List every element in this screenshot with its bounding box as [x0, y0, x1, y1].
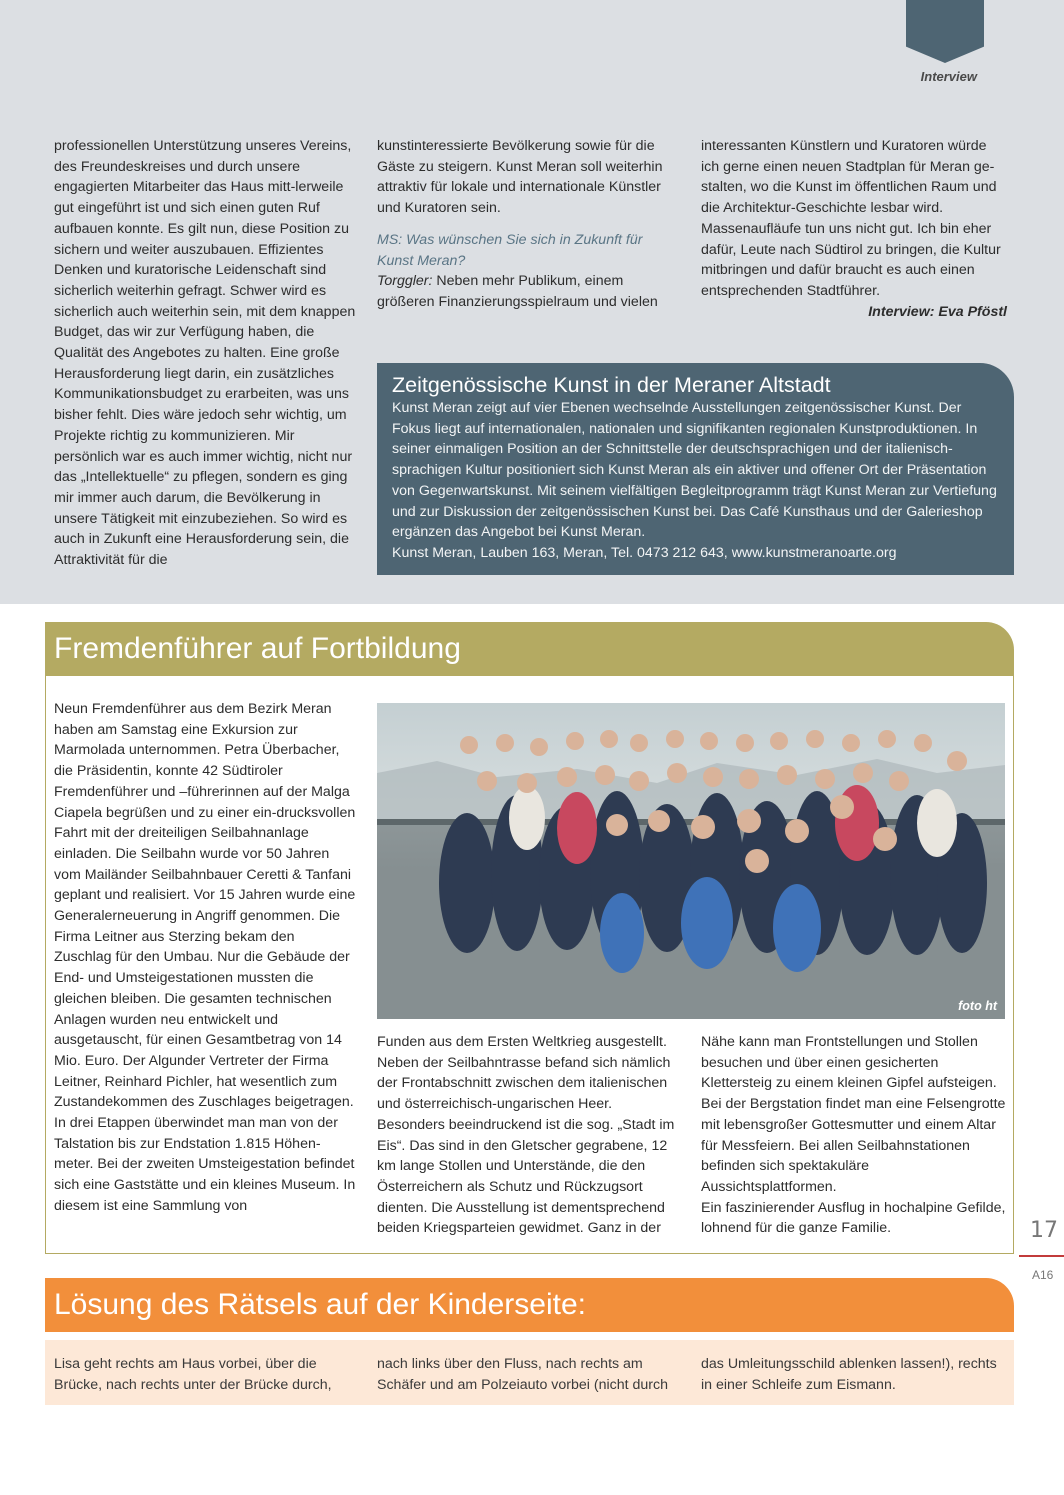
- group-photo-image: [377, 703, 1005, 1019]
- interview-speaker: Torggler:: [377, 273, 433, 290]
- puzzle-col2-text: nach links über den Fluss, nach rechts am Schäfer und am Polzeiauto vorbei (nicht durch: [377, 1356, 669, 1393]
- interview-col3-text: interessanten Künstlern und Kuratoren würde ich gerne einen neuen Stadtplan für Meran ge-stalten, wo die Kunst im öffentlichen Raum und die Architektur-Geschichte lesbar wird. Massenaufläufe tun uns nicht gut. Ich bin eher dafür, Leute nach Südtirol zu bringen, die Kultur mitbringen und dafür braucht es auch einen entsprechenden Stadtführer.: [701, 138, 1001, 299]
- guides-col2-text: Funden aus dem Ersten Weltkrieg ausgestellt. Neben der Seilbahntrasse befand sich nämlich der Frontabschnitt zwischen dem italienischen und österreichisch-ungarischen Heer. Besonders beeindruckend ist die sog. „Stadt im Eis“. Das sind in den Gletscher gegrabene, 12 km lange Stollen und Unterstände, die den Österreichern als Schutz und Rückzugsort dienten. Die Ausstellung ist dementsprechend beiden Kriegsparteien gewidmet. Ganz in der: [377, 1034, 675, 1237]
- puzzle-column-1: [54, 1354, 358, 1395]
- puzzle-column-3: [701, 1354, 1007, 1395]
- puzzle-col3-text: das Umleitungsschild ablenken lassen!), rechts in einer Schleife zum Eismann.: [701, 1356, 997, 1393]
- interview-signature: Interview: Eva Pföstl: [868, 303, 1007, 320]
- guides-title: Fremdenführer auf Fortbildung: [54, 632, 461, 665]
- puzzle-title: Lösung des Rätsels auf der Kinderseite:: [54, 1288, 586, 1321]
- interview-col2-text: kunstinteressierte Bevölkerung sowie für die Gäste zu steigern. Kunst Meran soll weiterhin attraktiv für lokale und internationale Künstler und Kuratoren sein.: [377, 138, 663, 217]
- interview-column-2: [377, 136, 682, 313]
- guides-column-1: [54, 699, 356, 1217]
- guides-col3-paragraph-2: Ein faszinierender Ausflug in hochalpine Gefilde, lohnend für die ganze Familie.: [701, 1199, 1006, 1237]
- interview-col1-text: professionellen Unterstützung unseres Vereins, des Freundeskreises und durch unsere engagierten Mitarbeiter das Haus mitt-lerweile gut eingeführt ist und sich einen guten Ruf aufbauen konnte. Es gilt nun, diese Position zu sichern und weiter auszubauen. Effizientes Denken und kuratorische Leidenschaft sind sicherlich weiterhin gefragt. Schwer wird es sicherlich auch weiterhin sein, mit dem knappen Budget, das wir zur Verfügung haben, die Qualität des Angebotes zu halten. Eine große Herausforderung liegt darin, ein zusätzliches Kommunikationsbudget zu erarbeiten, was uns bisher fehlt. Dies wäre jedoch sehr wichtig, um Projekte richtig zu kommunizieren. Mir persönlich war es auch immer wichtig, nicht nur das „Intellektuelle“ zu pflegen, sondern es ging mir immer auch darum, die Bevölkerung in unsere Tätigkeit mit einzubeziehen. So wird es auch in Zukunft eine Herausforderung sein, die Attraktivität für die: [54, 138, 356, 569]
- interview-answer-text: Neben mehr Publikum, einem größeren Finanzierungsspielraum und vielen: [377, 273, 658, 310]
- guides-col1-paragraph-2: In drei Etappen überwindet man man von der Talstation bis zur Endstation 1.815 Höhen-meter. Bei der zweiten Umsteigestation befindet sich eine Gaststätte und ein kleines Museum. In diesem ist eine Sammlung von: [54, 1115, 356, 1214]
- guides-col3-paragraph-1: Nähe kann man Frontstellungen und Stollen besuchen und über einen gesicherten Klettersteig zu einem kleinen Gipfel aufsteigen. Bei der Bergstation findet man eine Felsengrotte mit lebensgroßer Gottesmutter und einem Altar für Messfeiern. Bei allen Seilbahnstationen befinden sich spektakuläre Aussichtsplattformen.: [701, 1034, 1006, 1195]
- interview-question: MS: Was wünschen Sie sich in Zukunft für Kunst Meran?: [377, 231, 643, 269]
- puzzle-header-bar: [45, 1278, 1014, 1332]
- kunst-meran-info-box: [377, 363, 1014, 575]
- page-code: A16: [1032, 1268, 1054, 1282]
- photo-credit: foto ht: [958, 999, 997, 1013]
- info-box-contact: Kunst Meran, Lauben 163, Meran, Tel. 0473 212 643, www.kunstmeranoarte.org: [392, 544, 897, 561]
- group-photo: [377, 703, 1005, 1019]
- guides-col1-paragraph-1: Neun Fremdenführer aus dem Bezirk Meran haben am Samstag eine Exkursion zur Marmolada unternommen. Petra Überbacher, die Präsidentin, konnte 42 Südtiroler Fremdenführer und –führerinnen auf der Malga Ciapela begrüßen und zu einer ein-drucksvollen Fahrt mit der dreiteiligen Seilbahnanlage einladen. Die Seilbahn wurde vor 50 Jahren vom Mailänder Seilbahnbauer Ceretti & Tanfani geplant und realisiert. Vor 15 Jahren wurde eine Generalerneuerung in Angriff genommen. Die Firma Leitner aus Sterzing bekam den Zuschlag für den Umbau. Nur die Gebäude der End- und Umsteigestationen mussten die gleichen bleiben. Die gesamten technischen Anlagen wurden neu entwickelt und ausgetauscht, für einen Gesamtbetrag von 14 Mio. Euro. Der Algunder Vertreter der Firma Leitner, Reinhard Pichler, hat wesentlich zum Zustandekommen des Zuschlages beigetragen.: [54, 701, 356, 1111]
- page-number-rule: [1019, 1255, 1064, 1257]
- guides-column-3: [701, 1032, 1007, 1239]
- puzzle-column-2: [377, 1354, 682, 1395]
- section-tag: Interview: [920, 69, 977, 84]
- info-box-body: Kunst Meran zeigt auf vier Ebenen wechselnde Ausstellungen zeitgenössischer Kunst. Der Fokus liegt auf internationalen, nationalen und signifikanten regionalen Kunstproduktionen. In seiner einmaligen Position an der Schnittstelle der deutschsprachigen und der italienisch-sprachigen Kultur positioniert sich Kunst Meran als ein aktiver und offener Ort der Präsentation von Gegenwartskunst. Mit seinem vielfältigen Begleitprogramm trägt Kunst Meran zur Vertiefung und zur Diskussion der zeitgenössischen Kunst bei. Das Café Kunsthaus und der Galerieshop ergänzen das Angebot bei Kunst Meran.: [392, 400, 997, 541]
- interview-column-1: [54, 136, 358, 571]
- interview-answer: [377, 271, 682, 312]
- page-number: 17: [1030, 1218, 1058, 1243]
- guides-header-bar: [45, 622, 1014, 676]
- guides-column-2: [377, 1032, 682, 1239]
- puzzle-col1-text: Lisa geht rechts am Haus vorbei, über die Brücke, nach rechts unter der Brücke durch,: [54, 1356, 332, 1393]
- info-box-title: Zeitgenössische Kunst in der Meraner Altstadt: [392, 373, 831, 397]
- interview-column-3: [701, 136, 1007, 322]
